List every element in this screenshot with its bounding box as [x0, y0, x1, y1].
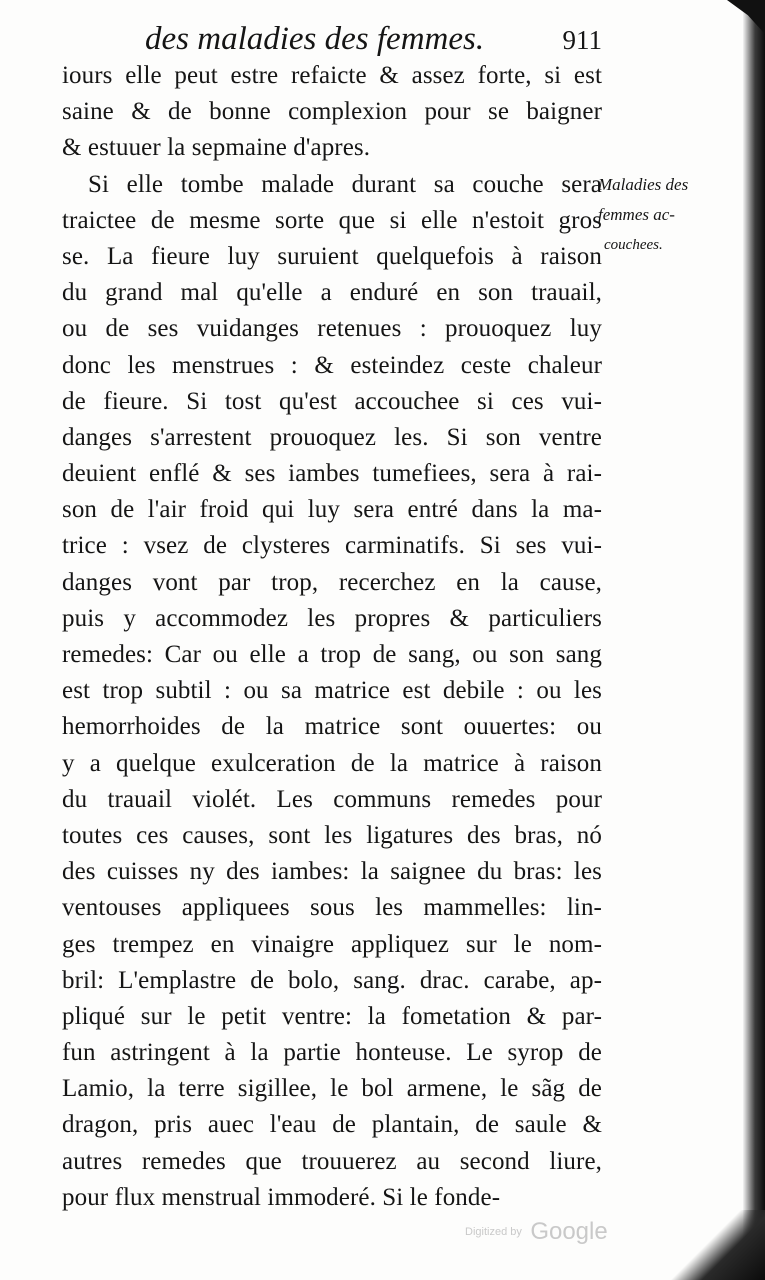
text-line: y a quelque exulceration de la matrice à raison: [62, 749, 602, 777]
text-line: ges trempez en vinaigre appliquez sur le nom-: [62, 930, 602, 958]
digitized-watermark: [465, 1218, 625, 1252]
text-line: deuient enflé & ses iambes tumefiees, sera à rai-: [62, 460, 602, 488]
text-line: se. La fieure luy suruient quelquefois à raison: [62, 242, 602, 270]
text-line: son de l'air froid qui luy sera entré dans la ma-: [62, 496, 602, 524]
text-line: trice : vsez de clysteres carminatifs. Si ses vui-: [62, 532, 602, 560]
text-line: bril: L'emplastre de bolo, sang. drac. carabe, ap-: [62, 966, 602, 994]
marginal-note: [598, 170, 728, 260]
text-line: donc les menstrues : & esteindez ceste chaleur: [62, 351, 602, 379]
marginal-note-line: Maladies des: [598, 175, 689, 194]
main-text-block: [62, 58, 602, 1216]
page-bottom-shadow: [625, 1210, 765, 1280]
running-title: des maladies des femmes.: [145, 21, 485, 57]
text-line: Lamio, la terre sigillee, le bol armene, le sãg de: [62, 1075, 602, 1103]
text-line: danges s'arrestent prouoquez les. Si son ventre: [62, 423, 602, 451]
text-line: du grand mal qu'elle a enduré en son trauail,: [62, 279, 602, 307]
text-line: Si elle tombe malade durant sa couche sera: [88, 170, 602, 198]
text-line: danges vont par trop, recerchez en la cause,: [62, 568, 602, 596]
text-line: du trauail violét. Les communs remedes pour: [62, 785, 602, 813]
text-line: iours elle peut estre refaicte & assez forte, si est: [62, 62, 602, 89]
text-line: remedes: Car ou elle a trop de sang, ou son sang: [62, 641, 602, 668]
text-line: puis y accommodez les propres & particuliers: [62, 604, 602, 632]
text-line: ventouses appliquees sous les mammelles: lin-: [62, 894, 602, 922]
google-logo: Google: [530, 1218, 608, 1245]
page-number: 911: [562, 25, 602, 55]
text-line: saine & de bonne complexion pour se baigner: [62, 98, 602, 126]
text-line: pour flux menstrual immoderé. Si le fonde-: [62, 1183, 501, 1211]
watermark-prefix: Digitized by: [465, 1226, 522, 1238]
text-line: dragon, pris auec l'eau de plantain, de saule &: [62, 1111, 602, 1139]
text-line: fun astringent à la partie honteuse. Le syrop de: [62, 1039, 602, 1067]
text-line: traictee de mesme sorte que si elle n'estoit gros: [62, 206, 602, 234]
marginal-note-line: couchees.: [604, 237, 663, 253]
text-line: hemorrhoides de la matrice sont ouuertes: ou: [62, 713, 602, 741]
text-line: toutes ces causes, sont les ligatures des bras, nó: [62, 821, 602, 849]
text-line: & estuuer la sepmaine d'apres.: [62, 134, 371, 162]
marginal-note-line: femmes ac-: [598, 205, 675, 224]
text-line: des cuisses ny des iambes: la saignee du bras: les: [62, 858, 602, 886]
text-line: pliqué sur le petit ventre: la fometation & par-: [62, 1002, 602, 1030]
text-line: de fieure. Si tost qu'est accouchee si ces vui-: [62, 387, 602, 415]
text-line: autres remedes que trouuerez au second liure,: [62, 1147, 602, 1175]
page-edge-shadow: [743, 0, 765, 1280]
text-line: est trop subtil : ou sa matrice est debile : ou les: [62, 677, 602, 705]
text-line: ou de ses vuidanges retenues : prouoquez luy: [62, 315, 602, 343]
